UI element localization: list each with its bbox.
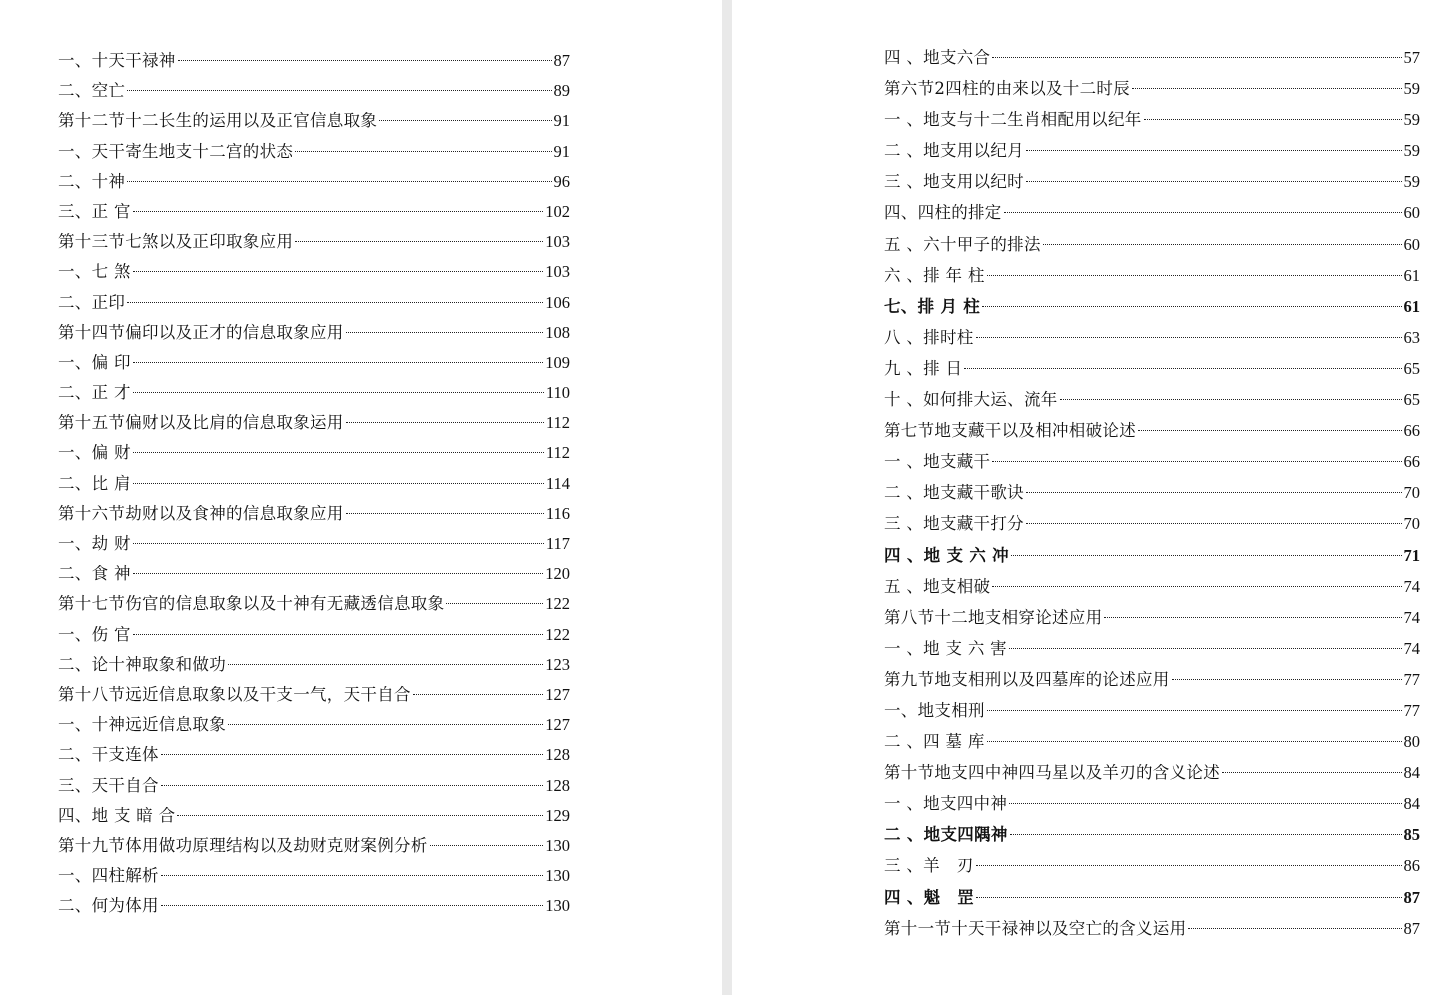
toc-entry-title: 第十九节体用做功原理结构以及劫财克财案例分析 (58, 835, 428, 855)
toc-entry-page-number: 128 (545, 775, 570, 795)
toc-dot-leader (295, 241, 543, 242)
toc-dot-leader (1132, 88, 1402, 89)
toc-entry-title: 第十节地支四中神四马星以及羊刃的含义论述 (884, 763, 1220, 783)
toc-entry-title: 二、正印 (58, 292, 126, 312)
toc-entry-page-number: 122 (545, 624, 570, 644)
toc-entry-page-number: 91 (553, 141, 570, 161)
toc-entry (884, 664, 1420, 695)
toc-entry (884, 353, 1420, 384)
toc-entry-title: 二、正 才 (58, 383, 131, 403)
toc-entry-title: 一 、地 支 六 害 (884, 638, 1007, 658)
toc-entry-page-number: 66 (1403, 452, 1420, 472)
toc-entry-title: 四 、魁 罡 (884, 887, 975, 907)
toc-entry-title: 十 、如何排大运、流年 (884, 390, 1058, 410)
toc-entry (884, 477, 1420, 508)
toc-entry (58, 801, 570, 831)
toc-entry-page-number: 129 (545, 805, 570, 825)
toc-entry (58, 318, 570, 348)
toc-entry (58, 740, 570, 770)
toc-entry (58, 469, 570, 499)
toc-entry-title: 第十五节偏财以及比肩的信息取象运用 (58, 413, 344, 433)
toc-entry-page-number: 77 (1403, 700, 1420, 720)
toc-dot-leader (161, 905, 543, 906)
toc-dot-leader (1009, 803, 1401, 804)
toc-entry (884, 540, 1420, 571)
toc-entry (58, 76, 570, 106)
toc-dot-leader (1026, 150, 1402, 151)
toc-entry-page-number: 74 (1403, 576, 1420, 596)
toc-entry-title: 五 、六十甲子的排法 (884, 234, 1041, 254)
toc-entry (884, 913, 1420, 944)
toc-entry-page-number: 57 (1403, 48, 1420, 67)
toc-entry (884, 73, 1420, 104)
toc-entry-title: 九 、排 日 (884, 358, 963, 378)
toc-entry-page-number: 96 (553, 171, 570, 191)
toc-entry-page-number: 59 (1403, 110, 1420, 130)
toc-entry (884, 42, 1420, 73)
toc-entry (58, 348, 570, 378)
toc-entry-title: 第十三节七煞以及正印取象应用 (58, 232, 294, 252)
toc-dot-leader (127, 302, 543, 303)
toc-entry-title: 二 、地支用以纪月 (884, 141, 1024, 161)
toc-dot-leader (987, 741, 1402, 742)
toc-dot-leader (987, 710, 1402, 711)
toc-entry-page-number: 112 (545, 413, 570, 433)
toc-entry-title: 一、地支相刑 (884, 700, 985, 720)
toc-entry (884, 788, 1420, 819)
toc-entry-page-number: 122 (545, 594, 570, 614)
toc-entry-page-number: 59 (1403, 141, 1420, 161)
toc-entry (884, 819, 1420, 850)
table-of-contents-left (58, 46, 570, 921)
toc-entry-page-number: 65 (1403, 390, 1420, 410)
toc-dot-leader (346, 422, 544, 423)
toc-entry-page-number: 71 (1403, 545, 1420, 565)
toc-entry (58, 529, 570, 559)
toc-entry (884, 633, 1420, 664)
toc-entry-page-number: 87 (1403, 918, 1420, 938)
toc-entry-title: 二、空亡 (58, 81, 126, 101)
toc-dot-leader (992, 57, 1401, 58)
toc-dot-leader (430, 845, 544, 846)
toc-entry-page-number: 109 (545, 352, 570, 372)
toc-dot-leader (228, 724, 543, 725)
toc-entry (58, 288, 570, 318)
toc-dot-leader (1010, 834, 1402, 835)
toc-entry-title: 二、干支连体 (58, 745, 159, 765)
toc-dot-leader (1026, 523, 1402, 524)
toc-dot-leader (992, 461, 1401, 462)
toc-entry-page-number: 84 (1403, 763, 1420, 783)
right-page (732, 0, 1440, 995)
toc-entry-page-number: 117 (545, 534, 570, 553)
toc-dot-leader (161, 875, 543, 876)
toc-entry (58, 106, 570, 136)
toc-dot-leader (1104, 617, 1401, 618)
toc-entry-title: 二 、四 墓 库 (884, 732, 985, 752)
toc-entry-title: 一、伤 官 (58, 624, 131, 644)
toc-entry (884, 384, 1420, 415)
toc-dot-leader (133, 392, 544, 393)
toc-dot-leader (127, 181, 551, 182)
toc-dot-leader (976, 865, 1402, 866)
toc-entry-page-number: 74 (1403, 638, 1420, 658)
toc-dot-leader (1009, 648, 1402, 649)
toc-entry-title: 二 、地支四隅神 (884, 825, 1008, 845)
toc-entry-page-number: 106 (545, 292, 570, 312)
toc-dot-leader (133, 271, 544, 272)
toc-entry-page-number: 116 (545, 503, 570, 523)
toc-dot-leader (1004, 212, 1402, 213)
toc-entry-page-number: 70 (1403, 483, 1420, 503)
toc-entry (884, 757, 1420, 788)
toc-entry-title: 一 、地支藏干 (884, 452, 991, 472)
toc-dot-leader (379, 120, 551, 121)
toc-entry (58, 46, 570, 76)
toc-entry (884, 508, 1420, 539)
toc-entry-page-number: 91 (553, 111, 570, 131)
toc-dot-leader (133, 573, 544, 574)
toc-entry (884, 229, 1420, 260)
table-of-contents-right (884, 42, 1420, 944)
toc-dot-leader (133, 634, 544, 635)
toc-entry-title: 二、十神 (58, 171, 126, 191)
toc-entry (58, 620, 570, 650)
toc-entry (884, 166, 1420, 197)
toc-entry-title: 二、食 神 (58, 564, 131, 584)
toc-entry (884, 571, 1420, 602)
toc-dot-leader (346, 332, 544, 333)
toc-entry-page-number: 102 (545, 201, 570, 221)
toc-dot-leader (446, 603, 543, 604)
toc-entry-title: 第十一节十天干禄神以及空亡的含义运用 (884, 918, 1187, 938)
toc-dot-leader (976, 337, 1402, 338)
toc-entry-title: 第六节2四柱的由来以及十二时辰 (884, 79, 1130, 99)
toc-entry (58, 831, 570, 861)
toc-entry (884, 446, 1420, 477)
toc-entry-page-number: 84 (1403, 794, 1420, 814)
toc-entry-title: 二、何为体用 (58, 896, 159, 916)
toc-dot-leader (413, 694, 543, 695)
toc-dot-leader (1060, 399, 1402, 400)
toc-entry (884, 850, 1420, 881)
toc-entry-title: 第七节地支藏干以及相冲相破论述 (884, 421, 1136, 441)
toc-entry (884, 260, 1420, 291)
toc-entry-title: 一、劫 财 (58, 534, 131, 553)
toc-entry (884, 726, 1420, 757)
toc-entry-page-number: 60 (1403, 203, 1420, 223)
toc-dot-leader (992, 586, 1401, 587)
toc-entry (58, 438, 570, 468)
toc-entry-page-number: 59 (1403, 172, 1420, 192)
toc-entry-page-number: 86 (1403, 856, 1420, 876)
toc-entry-title: 二、论十神取象和做功 (58, 654, 226, 674)
toc-entry (58, 197, 570, 227)
toc-entry-page-number: 130 (545, 835, 570, 855)
toc-entry-title: 五 、地支相破 (884, 576, 991, 596)
toc-entry-page-number: 123 (545, 654, 570, 674)
toc-entry (58, 137, 570, 167)
toc-entry-title: 一、偏 财 (58, 443, 131, 463)
toc-entry-title: 一、七 煞 (58, 262, 131, 282)
toc-entry (884, 695, 1420, 726)
toc-entry-page-number: 103 (545, 262, 570, 282)
toc-entry-title: 一 、地支与十二生肖相配用以纪年 (884, 110, 1142, 130)
toc-dot-leader (987, 275, 1402, 276)
toc-entry-page-number: 61 (1403, 265, 1420, 285)
toc-dot-leader (1011, 555, 1402, 556)
toc-entry (58, 771, 570, 801)
toc-entry-page-number: 61 (1403, 296, 1420, 316)
toc-entry-title: 第十四节偏印以及正才的信息取象应用 (58, 322, 344, 342)
toc-entry-title: 一、十神远近信息取象 (58, 715, 226, 735)
toc-dot-leader (346, 513, 544, 514)
toc-entry-title: 四 、地 支 六 冲 (884, 545, 1009, 565)
toc-entry-page-number: 120 (545, 564, 570, 584)
toc-entry-page-number: 110 (545, 383, 570, 403)
toc-dot-leader (1172, 679, 1402, 680)
toc-entry (884, 135, 1420, 166)
toc-dot-leader (976, 897, 1401, 898)
toc-entry-title: 二、比 肩 (58, 473, 131, 493)
toc-entry-title: 四 、地支六合 (884, 48, 991, 67)
toc-entry-page-number: 85 (1403, 825, 1420, 845)
toc-entry (58, 891, 570, 921)
toc-entry-page-number: 114 (545, 473, 570, 493)
toc-entry-page-number: 89 (553, 81, 570, 101)
toc-dot-leader (133, 543, 544, 544)
toc-dot-leader (1026, 181, 1402, 182)
toc-dot-leader (1222, 772, 1402, 773)
toc-entry (884, 197, 1420, 228)
toc-dot-leader (1026, 492, 1402, 493)
toc-dot-leader (1144, 119, 1402, 120)
toc-entry (58, 257, 570, 287)
toc-entry (884, 104, 1420, 135)
toc-entry-page-number: 74 (1403, 607, 1420, 627)
toc-entry-page-number: 87 (1403, 887, 1420, 907)
toc-entry (884, 602, 1420, 633)
toc-entry-page-number: 77 (1403, 669, 1420, 689)
toc-entry-page-number: 128 (545, 745, 570, 765)
toc-entry-title: 二 、地支藏干歌诀 (884, 483, 1024, 503)
toc-entry (884, 882, 1420, 913)
toc-entry (58, 861, 570, 891)
toc-entry-page-number: 60 (1403, 234, 1420, 254)
toc-dot-leader (228, 664, 543, 665)
toc-entry (58, 710, 570, 740)
toc-entry-title: 第十七节伤官的信息取象以及十神有无藏透信息取象 (58, 594, 445, 614)
toc-dot-leader (133, 452, 544, 453)
toc-entry-title: 第十六节劫财以及食神的信息取象应用 (58, 503, 344, 523)
toc-entry (58, 499, 570, 529)
toc-dot-leader (133, 483, 544, 484)
toc-dot-leader (127, 90, 551, 91)
toc-entry-page-number: 59 (1403, 79, 1420, 99)
toc-entry-page-number: 80 (1403, 732, 1420, 752)
toc-entry-page-number: 130 (545, 896, 570, 916)
toc-dot-leader (161, 785, 543, 786)
toc-entry (58, 680, 570, 710)
toc-entry (884, 415, 1420, 446)
toc-entry-title: 三 、羊 刃 (884, 856, 974, 876)
toc-entry-title: 第十八节远近信息取象以及干支一气，天干自合 (58, 684, 411, 704)
toc-entry-page-number: 127 (545, 715, 570, 735)
toc-dot-leader (982, 306, 1401, 307)
toc-entry-page-number: 127 (545, 684, 570, 704)
toc-entry-title: 三、正 官 (58, 201, 131, 221)
toc-dot-leader (177, 815, 543, 816)
toc-entry-page-number: 112 (545, 443, 570, 463)
toc-entry-title: 一、四柱解析 (58, 866, 159, 886)
toc-entry-title: 六 、排 年 柱 (884, 265, 985, 285)
toc-dot-leader (178, 60, 552, 61)
toc-entry-page-number: 130 (545, 866, 570, 886)
toc-entry-title: 第十二节十二长生的运用以及正官信息取象 (58, 111, 378, 131)
toc-entry-title: 一、天干寄生地支十二宫的状态 (58, 141, 294, 161)
toc-entry-title: 第八节十二地支相穿论述应用 (884, 607, 1103, 627)
toc-entry (58, 650, 570, 680)
toc-entry-title: 第九节地支相刑以及四墓库的论述应用 (884, 669, 1170, 689)
toc-entry-page-number: 65 (1403, 358, 1420, 378)
toc-dot-leader (1188, 928, 1401, 929)
toc-entry (58, 167, 570, 197)
toc-entry (58, 559, 570, 589)
toc-entry (884, 291, 1420, 322)
toc-dot-leader (295, 151, 551, 152)
toc-entry (58, 589, 570, 619)
toc-dot-leader (133, 362, 544, 363)
toc-dot-leader (1138, 430, 1402, 431)
toc-entry (58, 227, 570, 257)
toc-entry-title: 三、天干自合 (58, 775, 159, 795)
toc-entry-page-number: 63 (1403, 327, 1420, 347)
toc-entry-page-number: 103 (545, 232, 570, 252)
toc-entry (58, 408, 570, 438)
toc-entry-title: 七、排 月 柱 (884, 296, 981, 316)
toc-entry-page-number: 66 (1403, 421, 1420, 441)
toc-dot-leader (1043, 244, 1402, 245)
toc-entry-page-number: 108 (545, 322, 570, 342)
toc-entry-title: 三 、地支用以纪时 (884, 172, 1024, 192)
toc-entry (58, 378, 570, 408)
toc-dot-leader (964, 368, 1401, 369)
toc-entry-page-number: 87 (553, 51, 570, 70)
toc-entry-title: 四、地 支 暗 合 (58, 805, 176, 825)
toc-dot-leader (161, 754, 543, 755)
toc-entry-title: 一 、地支四中神 (884, 794, 1008, 814)
toc-entry-title: 八 、排时柱 (884, 327, 974, 347)
toc-dot-leader (133, 211, 544, 212)
toc-entry-title: 三 、地支藏干打分 (884, 514, 1024, 534)
toc-entry-title: 四、四柱的排定 (884, 203, 1002, 223)
toc-entry-title: 一、十天干禄神 (58, 51, 176, 70)
toc-entry-title: 一、偏 印 (58, 352, 131, 372)
toc-entry-page-number: 70 (1403, 514, 1420, 534)
toc-entry (884, 322, 1420, 353)
